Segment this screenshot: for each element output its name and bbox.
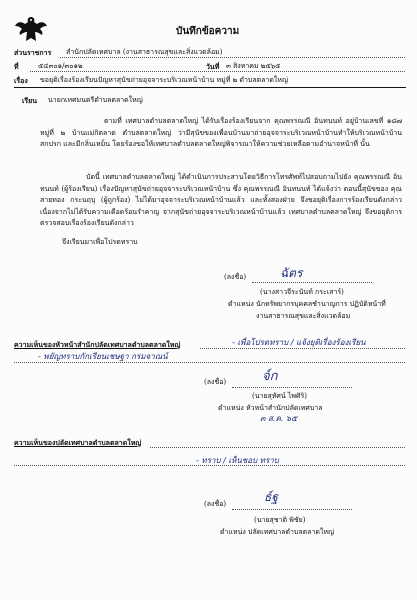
agency-dotted-line (60, 57, 405, 58)
opinion1-name: (นายสุทัศน์ ไพศิริ) (252, 392, 307, 400)
to-value: นายกเทศมนตรีตำบลตลาดใหญ่ (48, 96, 143, 104)
opinion2-dotted-line-1 (150, 447, 405, 448)
opinion2-heading: ความเห็นของปลัดเทศบาลตำบลตลาดใหญ่ (14, 438, 142, 447)
paragraph-1: ตามที่ เทศบาลตำบลตลาดใหญ่ ได้รับเรื่องร้องเรียนจาก คุณพรรณณี อินทนนท์ อยู่บ้านเลขที่ ๑๘๗ หมู่ที่ ๒ บ้านแม่กิตลาด ตำบลตลาดใหญ่ ว่ามีสุนัขของเพื่อนบ้านมาถ่ายอุจจาระบริเวณหน้าบ้านทำให้บริเวณหน้าบ้านสกปรก และมีกลิ่นเหม็น โดยร้องขอให้เทศบาลตำบลตลาดใหญ่พิจารณาให้ความช่วยเหลือตามอำนาจหน้าที่ นั้น (40, 117, 402, 148)
opinion2-name: (นายสุชาติ พิชัย) (254, 516, 306, 524)
sig1-dotted-line (252, 282, 372, 283)
subject-label: เรื่อง (14, 76, 28, 85)
memo-title: บันทึกข้อความ (176, 26, 240, 37)
opinion1-date: ๓ ส.ค. ๖๕ (260, 414, 298, 423)
sig1-signature: ฉัตร (280, 266, 303, 280)
sig1-sign-label: (ลงชื่อ) (224, 273, 247, 281)
opinion2-position: ตำแหน่ง ปลัดเทศบาลตำบลตลาดใหญ่ (220, 528, 334, 536)
opinion2-sign-dotted (232, 509, 352, 510)
sig1-position: ตำแหน่ง นักทรัพยากรบุคคลชำนาญการ ปฏิบัติหน้าที่ (228, 300, 386, 308)
opinion1-position: ตำแหน่ง หัวหน้าสำนักปลัดเทศบาล (218, 404, 323, 412)
date-label: วันที่ (206, 62, 220, 71)
opinion1-heading: ความเห็นของหัวหน้าสำนักปลัดเทศบาลตำบลตลาดใหญ่ (14, 340, 181, 349)
opinion2-dotted-line-2 (14, 465, 405, 466)
opinion1-handwriting-right: - เพื่อโปรดทราบ / แจ้งยุติเรื่องร้องเรียน (232, 338, 366, 347)
to-label: เรียน (22, 96, 38, 105)
opinion1-sign-label: (ลงชื่อ) (204, 378, 227, 386)
date-value: ๓ สิงหาคม ๒๕๖๕ (226, 62, 281, 70)
ref-dotted-line (30, 71, 405, 72)
opinion1-signature: จ์ก (262, 369, 278, 384)
opinion1-dotted-line-1 (200, 348, 405, 349)
ref-label: ที่ (14, 62, 19, 71)
opinion1-handwriting-line2: - พยัญทราบกักเรียนเชษฐา กรมจาณน์ (38, 352, 168, 361)
opinion2-sign-label: (ลงชื่อ) (204, 500, 227, 508)
opinion1-sign-dotted (232, 387, 352, 388)
agency-label: ส่วนราชการ (14, 48, 52, 57)
opinion2-signature: ธ์ฐ (264, 490, 278, 504)
sig1-position-2: งานสาธารณสุขและสิ่งแวดล้อม (256, 312, 351, 320)
ref-value: ๕๔๓๐๑/๓๐๑๒ (38, 62, 83, 70)
opinion1-dotted-line-2 (14, 362, 405, 363)
header-divider (14, 87, 406, 88)
sig1-name: (นางสาวจีระนันท์ กระเสาร์) (260, 288, 344, 296)
opinion2-handwriting: - ทราบ / เห็นชอบ ทราบ (196, 456, 279, 465)
subject-value: ขอยุติเรื่องร้องเรียนปัญหาสุนัขถ่ายอุจจาระบริเวณหน้าบ้าน หมู่ที่ ๒ ตำบลตลาดใหญ่ (40, 76, 288, 84)
paragraph-2: บัดนี้ เทศบาลตำบลตลาดใหญ่ ได้ดำเนินการประสานโดยวิธีการโทรศัพท์ไปสอบถามไปยัง คุณพรรณณี อินทนนท์ (ผู้ร้องเรียน) เรื่องปัญหาสุนัขถ่ายอุจจาระบริเวณหน้าบ้าน ซึ่ง คุณพรรณณี อินทนนท์ ได้แจ้งว่า ตอนนี้สุนัขของ คุณสายทอง กระนฤบุ (ผู้ถูกร้อง) ไม่ได้มาอุจจาระบริเวณหน้าบ้านแล้ว และทั้งสองฝ่าย จึงขอยุติเรื่องการร้องเรียนดังกล่าว เนื่องจากไม่ได้รับความเดือดร้อนรำคาญ จากสุนัขถ่ายอุจจาระบริเวณหน้าบ้านแล้ว เทศบาลตำบลตลาดใหญ่ จึงขอยุติการตรวจสอบเรื่องร้องเรียนดังกล่าว (40, 173, 402, 227)
agency-value: สำนักปลัดเทศบาล (งานสาธารณสุขและสิ่งแวดล้อม) (66, 48, 223, 56)
closing-line: จึงเรียนมาเพื่อโปรดทราบ (62, 238, 138, 246)
garuda-emblem-icon (14, 14, 48, 44)
